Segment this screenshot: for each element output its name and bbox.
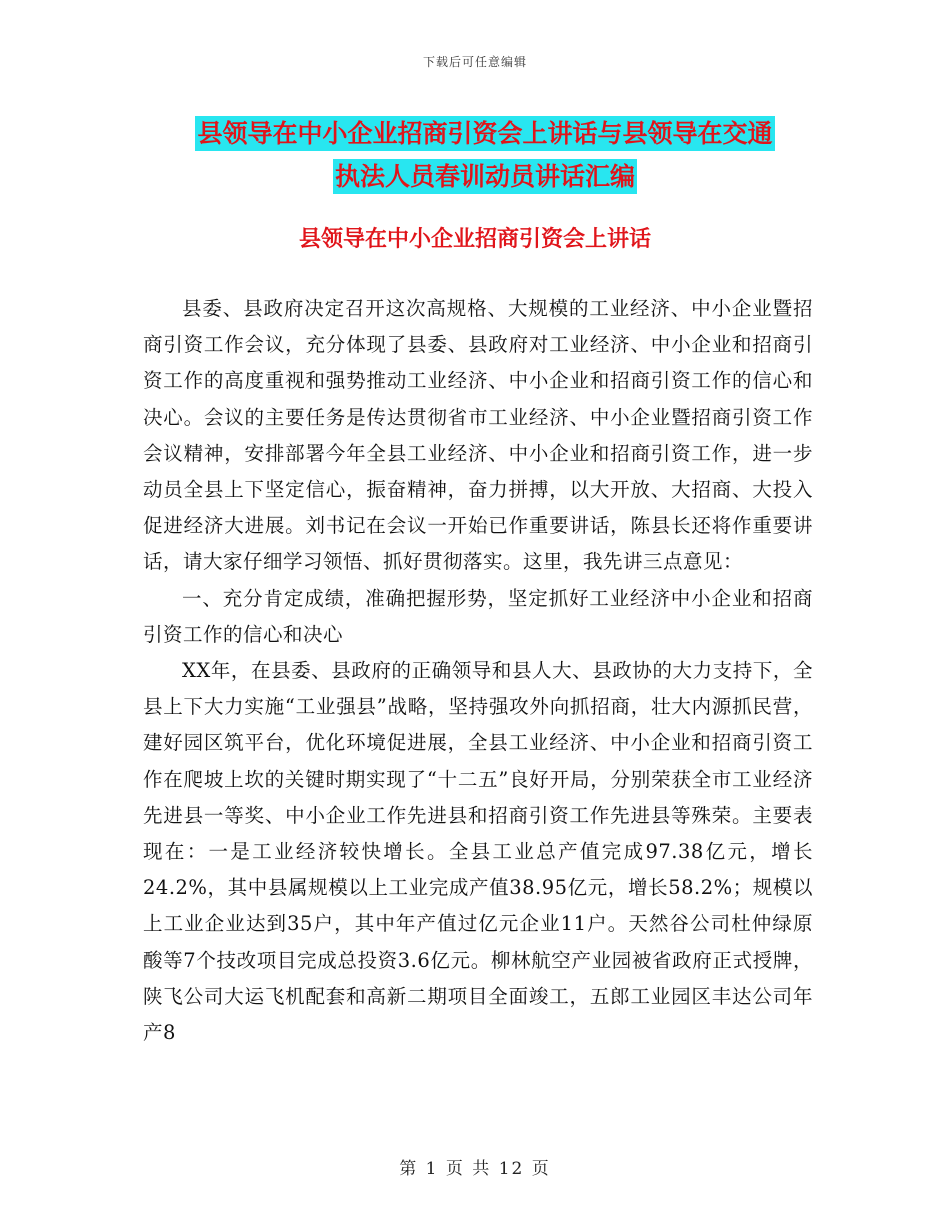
page-footer: 第 1 页 共 12 页	[399, 1159, 551, 1179]
body-text	[143, 291, 813, 1051]
document-title	[145, 112, 825, 198]
paragraph: XX年，在县委、县政府的正确领导和县人大、县政协的大力支持下，全县上下大力实施“工业强县”战略，坚持强攻外向抓招商，壮大内源抓民营，建好园区筑平台，优化环境促进展，全县工业经济、中小企业和招商引资工作在爬坡上坎的关键时期实现了“十二五”良好开局，分别荣获全市工业经济先进县一等奖、中小企业工作先进县和招商引资工作先进县等殊荣。主要表现在：一是工业经济较快增长。全县工业总产值完成97.38亿元，增长24.2%，其中县属规模以上工业完成产值38.95亿元，增长58.2%；规模以上工业企业达到35户，其中年产值过亿元企业11户。天然谷公司杜仲绿原酸等7个技改项目完成总投资3.6亿元。柳林航空产业园被省政府正式授牌，陕飞公司大运飞机配套和高新二期项目全面竣工，五郎工业园区丰达公司年产8	[143, 659, 813, 1045]
document-title-line-1: 县领导在中小企业招商引资会上讲话与县领导在交通	[195, 116, 774, 151]
document-title-line-2: 执法人员春训动员讲话汇编	[333, 159, 637, 194]
paragraph: 一、充分肯定成绩，准确把握形势，坚定抓好工业经济中小企业和招商引资工作的信心和决心	[143, 586, 813, 646]
paragraph: 县委、县政府决定召开这次高规格、大规模的工业经济、中小企业暨招商引资工作会议，充分体现了县委、县政府对工业经济、中小企业和招商引资工作的高度重视和强势推动工业经济、中小企业和招商引资工作的信心和决心。会议的主要任务是传达贯彻省市工业经济、中小企业暨招商引资工作会议精神，安排部署今年全县工业经济、中小企业和招商引资工作，进一步动员全县上下坚定信心，振奋精神，奋力拼搏，以大开放、大招商、大投入促进经济大进展。刘书记在会议一开始已作重要讲话，陈县长还将作重要讲话，请大家仔细学习领悟、抓好贯彻落实。这里，我先讲三点意见：	[143, 297, 813, 574]
section-title: 县领导在中小企业招商引资会上讲话	[298, 227, 651, 252]
header-note: 下载后可任意编辑	[422, 55, 527, 69]
